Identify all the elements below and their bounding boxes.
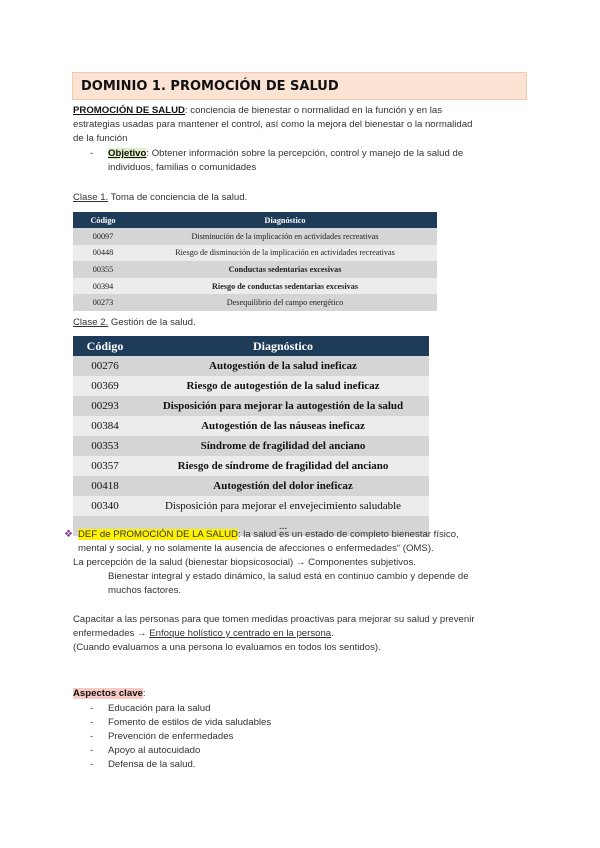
list-item: - Fomento de estilos de vida saludables [90, 717, 272, 728]
list-item: - Prevención de enfermedades [90, 731, 234, 742]
table-row [73, 396, 429, 416]
table-header: Código [73, 212, 133, 228]
list-item-text: Prevención de enfermedades [108, 731, 234, 742]
table-clase2 [73, 336, 429, 536]
code-cell: 00097 [73, 228, 133, 245]
def2-text: : la salud es un estado de completo bienestar físico, [237, 529, 459, 540]
def2-paragraph [64, 528, 538, 556]
table-clase1 [73, 212, 437, 311]
objective-item [90, 147, 528, 175]
list-item: - Defensa de la salud. [90, 759, 196, 770]
objective-label: Objetivo [108, 148, 147, 159]
code-cell: 00276 [73, 356, 137, 376]
code-cell: 00384 [73, 416, 137, 436]
definition-line: de la función [73, 133, 128, 144]
capacitar-text: (Cuando evaluamos a una persona lo evaluamos en todos los sentidos). [73, 642, 381, 653]
table-row [73, 456, 429, 476]
capacitar-text: Capacitar a las personas para que tomen medidas proactivas para mejorar su salud y prevenir [73, 614, 475, 625]
table-header: Diagnóstico [133, 212, 437, 228]
code-cell: 00394 [73, 278, 133, 295]
table-row [73, 294, 437, 311]
clase1-heading [73, 191, 533, 205]
list-item: - Apoyo al autocuidado [90, 745, 201, 756]
objective-text: : Obtener información sobre la percepción, control y manejo de la salud de [146, 148, 464, 159]
def2-text: Bienestar integral y estado dinámico, la salud está en continuo cambio y depende de [108, 571, 469, 582]
page-title: DOMINIO 1. PROMOCIÓN DE SALUD [72, 72, 527, 100]
code-cell: 00273 [73, 294, 133, 311]
def2-text: mental y social, y no solamente la ausencia de afecciones o enfermedades“ (OMS). [78, 543, 434, 554]
def2-text: muchos factores. [108, 585, 182, 596]
diagnosis-cell: Desequilibrio del campo energético [133, 294, 437, 311]
definition-paragraph [73, 104, 533, 146]
table-row [73, 416, 429, 436]
def2-line: La percepción de la salud (bienestar biopsicosocial) → Componentes subjetivos. [73, 557, 416, 568]
clase2-label: Clase 2. [73, 317, 109, 328]
clase1-label: Clase 1. [73, 192, 109, 203]
aspectos-heading [73, 687, 533, 701]
table-row [73, 228, 437, 245]
table-row [73, 476, 429, 496]
table-row [73, 376, 429, 396]
diagnosis-cell: ... [137, 516, 429, 536]
definition-line: estrategias usadas para mantener el control, así como la mejora del bienestar o la normalidad [73, 119, 473, 130]
diagnosis-cell: Riesgo de autogestión de la salud ineficaz [137, 376, 429, 396]
code-cell: 00369 [73, 376, 137, 396]
table-row [73, 245, 437, 262]
list-item-text: Apoyo al autocuidado [108, 745, 201, 756]
code-cell: 00353 [73, 436, 137, 456]
diagnosis-cell: Conductas sedentarias excesivas [133, 261, 437, 278]
aspectos-title: Aspectos clave [73, 688, 143, 699]
code-cell: 00355 [73, 261, 133, 278]
diagnosis-cell: Autogestión de las náuseas ineficaz [137, 416, 429, 436]
dash-bullet: - [90, 148, 94, 159]
definition-text: : conciencia de bienestar o normalidad en la función y en las [184, 105, 442, 116]
clase2-text: Gestión de la salud. [108, 317, 196, 328]
diagnosis-cell: Síndrome de fragilidad del anciano [137, 436, 429, 456]
table-row [73, 436, 429, 456]
diagnosis-cell: Riesgo de síndrome de fragilidad del anciano [137, 456, 429, 476]
code-cell: 00293 [73, 396, 137, 416]
clase1-text: Toma de conciencia de la salud. [108, 192, 248, 203]
table-header: Código [73, 336, 137, 356]
diagnosis-cell: Disminución de la implicación en actividades recreativas [133, 228, 437, 245]
diagnosis-cell: Riesgo de disminución de la implicación en actividades recreativas [133, 245, 437, 262]
capacitar-text: . [331, 628, 334, 639]
aspectos-list [90, 702, 528, 772]
list-item-text: Defensa de la salud. [108, 759, 196, 770]
aspectos-colon: : [142, 688, 146, 699]
table-row [73, 356, 429, 376]
diagnosis-cell: Disposición para mejorar el envejecimiento saludable [137, 496, 429, 516]
def2-subparagraph [108, 570, 528, 598]
definition-term: PROMOCIÓN DE SALUD [73, 105, 185, 116]
capacitar-text: enfermedades → [73, 628, 150, 639]
diagnosis-cell: Autogestión del dolor ineficaz [137, 476, 429, 496]
code-cell: 00418 [73, 476, 137, 496]
code-cell: 00357 [73, 456, 137, 476]
clase2-heading [73, 316, 533, 330]
objective-text: individuos, familias o comunidades [108, 162, 257, 173]
table-row [73, 261, 437, 278]
diamond-bullet-icon: ❖ [64, 529, 73, 540]
table-header: Diagnóstico [137, 336, 429, 356]
capacitar-emphasis: Enfoque holístico y centrado en la persona [149, 628, 332, 639]
list-item-text: Educación para la salud [108, 703, 211, 714]
code-cell: 00340 [73, 496, 137, 516]
def2-term: DEF de PROMOCIÓN DE LA SALUD [78, 529, 238, 540]
diagnosis-cell: Autogestión de la salud ineficaz [137, 356, 429, 376]
diagnosis-cell: Riesgo de conductas sedentarias excesivas [133, 278, 437, 295]
diagnosis-cell: Disposición para mejorar la autogestión de la salud [137, 396, 429, 416]
capacitar-paragraph [73, 613, 533, 655]
table-row [73, 278, 437, 295]
code-cell: 00448 [73, 245, 133, 262]
table-row [73, 496, 429, 516]
list-item: - Educación para la salud [90, 703, 211, 714]
list-item-text: Fomento de estilos de vida saludables [108, 717, 272, 728]
